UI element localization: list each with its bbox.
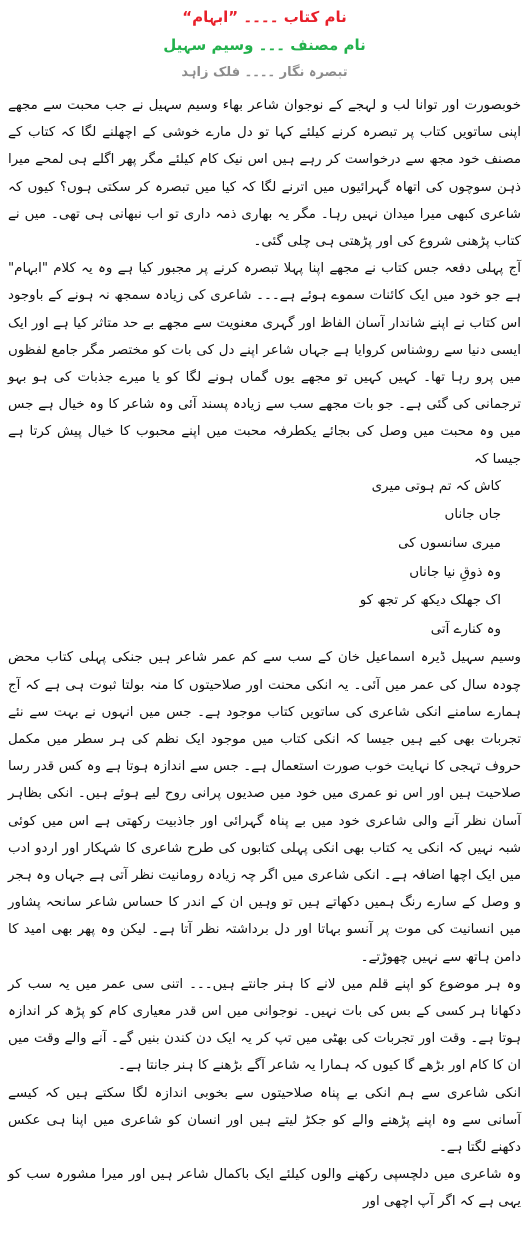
poem-excerpt: [8, 473, 501, 645]
poem-line: کاش کہ تم ہوتی میری: [371, 478, 501, 494]
review-paragraph-1: خوبصورت اور توانا لب و لہجے کے نوجوان شاعر بھاء وسیم سہیل نے جب محبت سے مجھے اپنی ساتویں کتاب پر تبصرہ کرنے کیلئے کہا تو دل مارے خوشی کے اچھلنے لگا کہ کتاب کے مصنف خود مجھ سے درخواست کر رہے ہیں اس نیک کام کیلئے مگر پھر اگلے ہی لمحے میرا ذہن سوچوں کی اتھاہ گہرائیوں میں اترنے لگا کہ کیا میں تبصرہ کر سکتی ہوں؟ کیوں کہ شاعری کبھی میرا میدان نہیں رہا۔ مگر یہ بھاری ذمہ داری تو اب نبھانی ہی تھی۔ میں نے کتاب پڑھنی شروع کی اور پڑھتی ہی چلی گئی۔: [8, 98, 521, 250]
poem-line: وہ ذوقِ نیا جاناں: [409, 564, 501, 580]
poem-line: وہ کنارے آتی: [430, 621, 501, 637]
review-paragraph-5: انکی شاعری سے ہم انکی بے پناہ صلاحیتوں سے بخوبی اندازہ لگا سکتے ہیں کہ کیسے آسانی سے وہ اپنے پڑھنے والے کو جکڑ لیتے ہیں اور انسان کو شاعری میں اپنا ہی عکس دکھنے لگتا ہے۔: [8, 1085, 521, 1156]
poem-line: میری سانسوں کی: [398, 536, 501, 552]
poem-line: جاں جاناں: [444, 507, 501, 523]
review-paragraph-6: وہ شاعری میں دلچسپی رکھنے والوں کیلئے ایک باکمال شاعر ہیں اور میرا مشورہ سب کو یہی ہے کہ اگر آپ اچھی اور: [8, 1167, 521, 1210]
review-paragraph-2: آج پہلی دفعہ جس کتاب نے مجھے اپنا پہلا تبصرہ کرنے پر مجبور کیا ہے وہ یہ کلام "ابہام" ہے جو خود میں ایک کائنات سموے ہوئے ہے۔۔۔ شاعری کی زیادہ سمجھ نہ ہونے کے باوجود اس کتاب نے اپنے شاندار آسان الفاظ اور گہری معنویت سے مجھے بے حد متاثر کیا ہے اور ایک ایسی دنیا سے روشناس کروایا ہے جہاں شاعر اپنے دل کی بات کو مختصر مگر جامع لفظوں میں پرو رہا تھا۔ کہیں کہیں تو مجھے یوں گماں ہونے لگا کو یا میرے جذبات کی ہو بہو ترجمانی کی گئی ہے۔ جو بات مجھے سب سے زیادہ پسند آئی وہ شاعر کا وہ خیال ہے جس میں وہ محبت میں وصل کی بجائے یکطرفہ محبت میں اپنے محبوب کا خیال پیش کرتا ہے جیسا کہ: [8, 261, 521, 467]
poem-line: اک جھلک دیکھ کر تجھ کو: [359, 593, 501, 609]
review-paragraph-3: وسیم سہیل ڈیرہ اسماعیل خان کے سب سے کم عمر شاعر ہیں جنکی پہلی کتاب محض چودہ سال کی عمر میں آئی۔ یہ انکی محنت اور صلاحیتوں کا منہ بولتا ثبوت ہی ہے کہ آج ہمارے سامنے انکی شاعری کی ساتویں کتاب موجود ہے۔ جس میں انہوں نے بہت سے نئے تجربات بھی کیے ہیں جیسا کہ انکی کتاب میں موجود ایک نظم کی ہر سطر میں مکمل حروف تہجی کا نہایت خوب صورت استعمال ہے۔ جس سے اندازہ ہوتا ہے وہ کس قدر رسا صلاحیت ہیں اور اس نو عمری میں خود میں صدیوں پرانی روح لیے ہوئے ہیں۔ انکی بظاہر آسان نظر آنے والی شاعری خود میں بے پناہ گہرائی اور جاذبیت رکھتی ہے اس میں کوئی شبہ نہیں کہ انکی یہ کتاب بھی انکی پہلی کتابوں کی طرح شاعری کا شہکار اور اردو ادب میں ایک اچھا اضافہ ہے۔ انکی شاعری میں اگر چہ زیادہ رومانیت نظر آتی ہے جہاں وہ ہجر و وصل کے سارے رنگ ہمیں دکھاتے ہیں تو وہیں ان کے اندر کا حساس شاعر سانحہ پشاور میں انسانیت کی موت پر آنسو بہاتا اور دل برداشتہ نظر آتا ہے۔ لیکن وہ پھر بھی امید کا دامن ہاتھ سے نہیں چھوڑتے۔: [8, 650, 521, 965]
book-title: نام کتاب ۔۔۔۔ ”ابہام“: [182, 8, 347, 26]
author-name: نام مصنف ۔۔۔ وسیم سہیل: [163, 36, 366, 54]
reviewer-name: تبصرہ نگار ۔۔۔۔ فلک زاہد: [181, 65, 348, 80]
review-paragraph-4: وہ ہر موضوع کو اپنے قلم میں لانے کا ہنر جانتے ہیں۔۔۔ اتنی سی عمر میں یہ سب کر دکھانا ہر کسی کے بس کی بات نہیں۔ نوجوانی میں اس قدر معیاری کام کو پڑھ کر اندازہ ہوتا ہے۔ وقت اور تجربات کی بھٹی میں تپ کر یہ ایک دن کندن بنیں گے۔ آنے والے وقت میں ان کا کام اور بڑھے گا کیوں کہ ہمارا یہ شاعر آگے بڑھنے کا ہنر جانتا ہے۔: [8, 976, 521, 1074]
